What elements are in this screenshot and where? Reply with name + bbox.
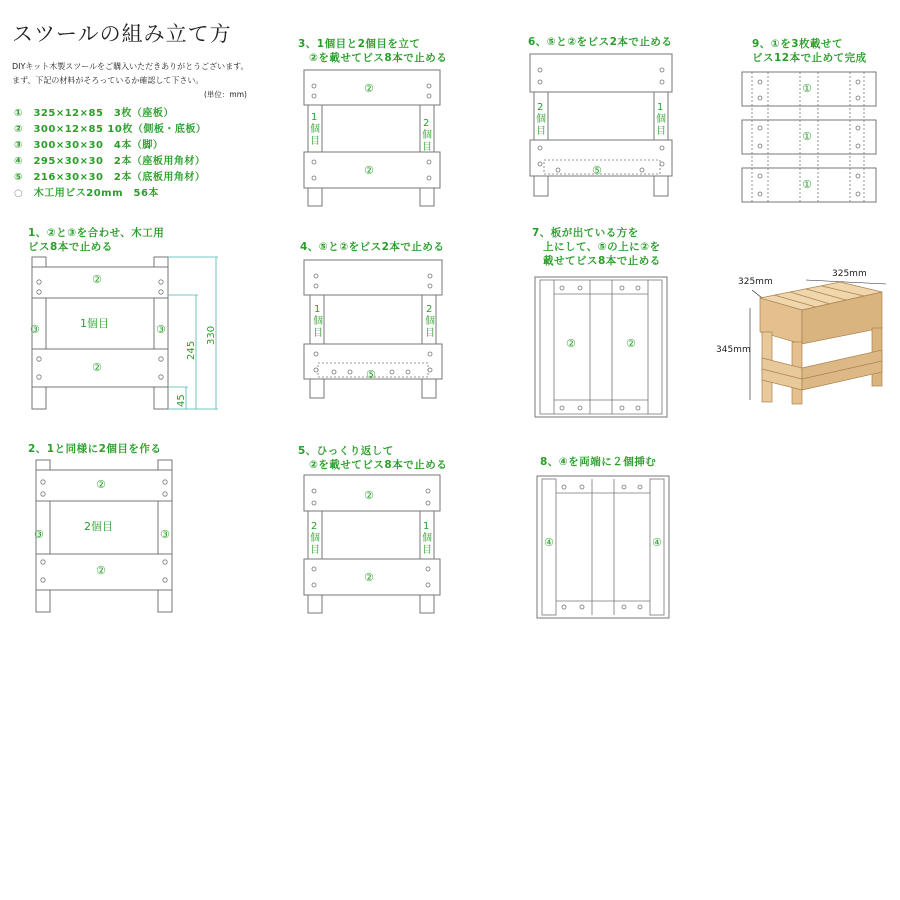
label-bar-4-right: ④ [652,536,662,549]
svg-text:1: 1 [423,521,430,532]
svg-text:1: 1 [314,304,321,315]
svg-text:目: 目 [656,126,666,137]
diagram-step-6 [528,52,678,202]
page-title: スツールの組み立て方 [12,22,232,46]
svg-text:2: 2 [426,304,433,315]
svg-text:個: 個 [310,533,320,544]
label-leg-3-right: ③ [160,528,170,541]
svg-text:②: ② [364,489,374,502]
svg-text:2: 2 [423,118,430,129]
label-seat-1-b: ① [802,130,812,143]
diagram-step-1 [28,255,228,415]
dim-325-right: 325mm [832,269,867,279]
svg-text:②: ② [626,337,636,350]
svg-text:目: 目 [313,328,323,339]
unit-note: (単位：mm) [204,90,247,99]
dim-330: 330 [206,325,217,345]
svg-text:②: ② [566,337,576,350]
svg-text:個: 個 [422,533,432,544]
svg-text:目: 目 [310,545,320,556]
part-5: ⑤ 216×30×30 2本（底板用角材） [14,172,206,183]
label-board-2-top: ② [92,273,102,286]
label-leg-3-left: ③ [34,528,44,541]
part-6: ○ 木工用ビス20mm 56本 [14,188,159,199]
svg-text:個: 個 [656,114,666,125]
svg-text:②: ② [364,571,374,584]
dim-245: 245 [186,340,197,360]
diagram-step-8 [534,473,674,623]
part-1: ① 325×12×85 3枚（座板） [14,108,174,119]
part-3: ③ 300×30×30 4本（脚） [14,140,164,151]
step-7-caption: 7、板が出ている方を 上にして、⑤の上に②を 載せてビス8本で止める [532,227,661,267]
svg-text:個: 個 [310,124,320,135]
label-leg-3-left: ③ [30,323,40,336]
svg-text:個: 個 [313,316,323,327]
label-board-2-bottom: ② [364,164,374,177]
svg-text:目: 目 [310,136,320,147]
svg-text:1: 1 [657,102,664,113]
diagram-step-2 [32,458,182,618]
step-9-caption: 9、①を3枚載せて ビス12本で止めて完成 [752,38,867,64]
label-board-2-top: ② [364,82,374,95]
svg-text:2: 2 [537,102,544,113]
svg-text:個: 個 [425,316,435,327]
label-first: 1個目 [80,317,109,330]
svg-text:2: 2 [311,521,318,532]
label-seat-1-c: ① [802,178,812,191]
label-seat-1-a: ① [802,82,812,95]
dim-45: 45 [176,394,187,407]
label-board-2-top: ② [96,478,106,491]
svg-text:個: 個 [536,114,546,125]
step-3-caption: 3、1個目と2個目を立て ②を載せてビス8本で止める [298,38,448,64]
step-2-caption: 2、1と同様に2個目を作る [28,443,162,455]
label-second: 2個目 [84,520,113,533]
label-bar-4-left: ④ [544,536,554,549]
label-board-2-bottom: ② [96,564,106,577]
label-bar-5: ⑤ [366,368,376,381]
intro-line-2: まず、下記の材料がそろっているか確認して下さい。 [12,76,204,85]
label-board-2-bottom: ② [92,361,102,374]
step-5-caption: 5、ひっくり返して ②を載せてビス8本で止める [298,445,448,471]
part-4: ④ 295×30×30 2本（座板用角材） [14,156,206,167]
svg-text:目: 目 [422,142,432,153]
finished-stool-image [714,262,894,422]
diagram-step-3 [302,66,447,211]
step-1-caption: 1、②と③を合わせ、木工用 ビス8本で止める [28,227,165,253]
svg-text:1: 1 [311,112,318,123]
dim-325-left: 325mm [738,277,773,287]
svg-text:目: 目 [425,328,435,339]
svg-text:目: 目 [536,126,546,137]
label-leg-3-right: ③ [156,323,166,336]
diagram-step-5 [302,473,447,618]
part-2: ② 300×12×85 10枚（側板・底板） [14,124,207,135]
diagram-step-9 [740,70,880,210]
svg-text:目: 目 [422,545,432,556]
dim-345: 345mm [716,345,751,355]
intro-line-1: DIYキット木製スツールをご購入いただきありがとうございます。 [12,62,249,71]
svg-text:⑤: ⑤ [592,164,602,177]
svg-text:個: 個 [422,130,432,141]
step-8-caption: 8、④を両端に２個挿む [540,456,657,468]
step-6-caption: 6、⑤と②をビス2本で止める [528,36,673,48]
diagram-step-4 [302,258,447,403]
step-4-caption: 4、⑤と②をビス2本で止める [300,241,445,253]
diagram-step-7 [532,274,672,424]
